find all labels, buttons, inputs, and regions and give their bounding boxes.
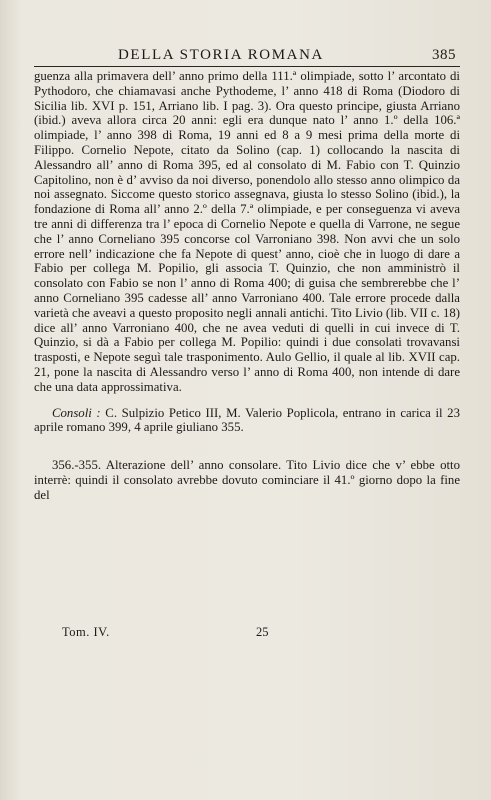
paragraph-main: guenza alla primavera dell’ anno primo della 111.ª olimpiade, sotto l’ arcontato di Pythodoro, che chiamavasi anche Pythodeme, l’ anno 418 di Roma (Diodoro di Sicilia lib. XVI p. 151, Arriano lib. I pag. 3). Ora questo principe, giusta Arriano (ibid.) aveva allora circa 20 anni: egli era dunque nato l’ anno 1.º della 106.ª olimpiade, l’ anno 398 di Roma, 19 anni ed 8 a 9 mesi prima della morte di Filippo. Cornelio Nepote, citato da Solino (cap. 1) collocando la nascita di Alessandro all’ anno di Roma 395, ed al consolato di M. Fabio con T. Quinzio Capitolino, non è d’ avviso da noi diverso, ponendolo allo stesso anno olimpico da noi assegnato. Siccome questo storico assegnava, giusta lo stesso Solino (ibid.), la fondazione di Roma all’ anno 2.º della 7.ª olimpiade, e per conseguenza vi aveva tre anni di differenza tra l’ epoca di Cornelio Nepote e quella di Varrone, ne segue che l’ anno Corneliano 395 concorse col Varroniano 398. Non avvi che un solo errore nell’ indicazione che fa Nepote di quest’ anno, cioè che in luogo di dare a Fabio per collega M. Popilio, gli associa T. Quinzio, che non amministrò il consolato con Fabio se non l’ anno di Roma 400; di guisa che sembrerebbe che l’ anno Corneliano 395 cadesse all’ anno Varroniano 400. Tale errore procede dalla varietà che aveavi a questo proposito negli annali antichi. Tito Livio (lib. VII c. 18) dice all’ anno Varroniano 400, che ne avea veduti di quelli in cui invece di T. Quinzio, si dà a Fabio per collega M. Popilio: quindi i due consolati trovavansi trasposti, e Nepote seguì tale trasponimento. Aulo Gellio, il quale al lib. XVII cap. 21, pone la nascita di Alessandro verso l’ anno di Roma 400, non intende di dare che una data approssimativa. [34, 69, 460, 394]
page-footer [62, 625, 482, 643]
body-text [34, 69, 460, 503]
page-header [40, 47, 456, 67]
running-title: DELLA STORIA ROMANA [118, 47, 324, 63]
signature-mark: Tom. IV. [62, 625, 110, 639]
paragraph-consoli [34, 406, 460, 436]
header-rule [34, 66, 460, 67]
gathering-number: 25 [256, 625, 269, 639]
page-number: 385 [432, 47, 456, 63]
consoli-text: C. Sulpizio Petico III, M. Valerio Poplicola, entrano in carica il 23 aprile romano 399, 4 aprile giuliano 355. [34, 405, 460, 435]
consoli-label: Consoli : [52, 405, 101, 420]
paragraph-alterazione: 356.-355. Alterazione dell’ anno consolare. Tito Livio dice che v’ ebbe otto interrè: quindi il consolato avrebbe dovuto cominciare il 41.º giorno dopo la fine del [34, 458, 460, 502]
